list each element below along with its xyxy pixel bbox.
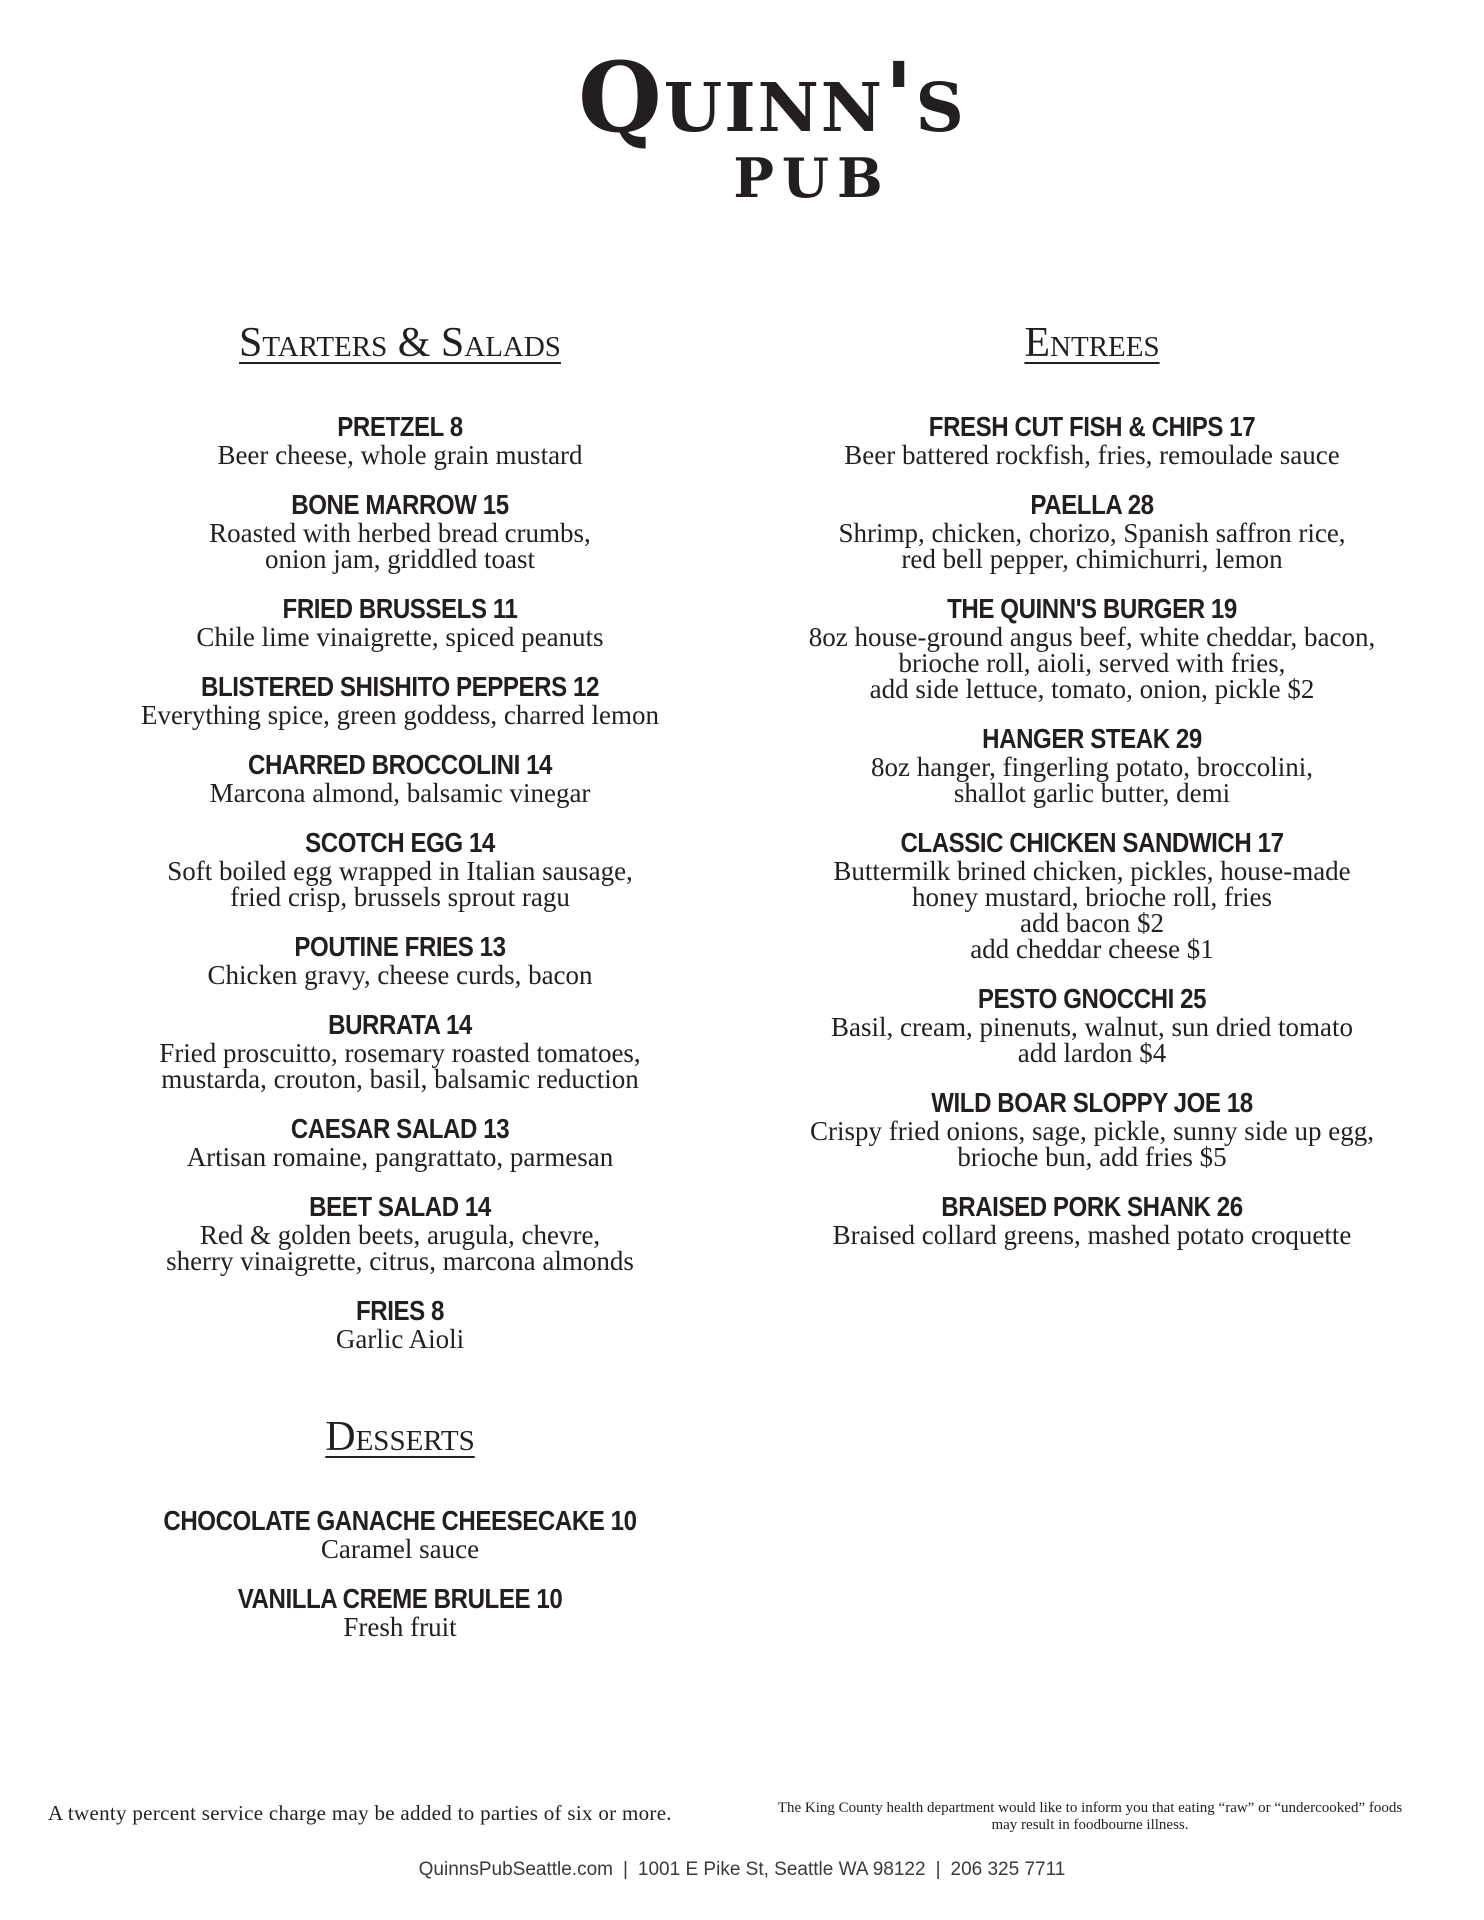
menu-item bbox=[772, 984, 1412, 1066]
menu-item bbox=[100, 932, 700, 988]
website-link[interactable]: QuinnsPubSeattle.com bbox=[418, 1859, 613, 1880]
menu-item-name: BEET SALAD 14 bbox=[309, 1191, 491, 1222]
menu-item bbox=[100, 1114, 700, 1170]
menu-item-name: WILD BOAR SLOPPY JOE 18 bbox=[931, 1087, 1253, 1118]
menu-item-description: Marcona almond, balsamic vinegar bbox=[209, 778, 591, 808]
menu-item-description: Fried proscuitto, rosemary roasted tomatoes, mustarda, crouton, basil, balsamic reduction bbox=[159, 1038, 641, 1094]
menu-item-description: Everything spice, green goddess, charred lemon bbox=[140, 700, 660, 730]
desserts-list bbox=[100, 1506, 700, 1640]
menu-item-name: FRIED BRUSSELS 11 bbox=[282, 593, 518, 624]
menu-item-name: PESTO GNOCCHI 25 bbox=[977, 983, 1207, 1014]
address-text: 1001 E Pike St, Seattle WA 98122 bbox=[637, 1859, 926, 1880]
menu-item bbox=[100, 1192, 700, 1274]
menu-item bbox=[100, 412, 700, 468]
logo-subtitle: PUB bbox=[733, 146, 891, 210]
menu-item bbox=[100, 1296, 700, 1352]
menu-item-name: HANGER STEAK 29 bbox=[982, 723, 1202, 754]
menu-item-name: POUTINE FRIES 13 bbox=[294, 931, 506, 962]
service-charge-note: A twenty percent service charge may be added to parties of six or more. bbox=[48, 1801, 672, 1825]
menu-item bbox=[100, 672, 700, 728]
menu-item bbox=[100, 1506, 700, 1562]
menu-item-name: FRESH CUT FISH & CHIPS 17 bbox=[928, 411, 1256, 442]
menu-item bbox=[100, 1584, 700, 1640]
entrees-title: Entrees bbox=[1024, 320, 1160, 366]
menu-item bbox=[100, 1010, 700, 1092]
menu-item-name: FRIES 8 bbox=[356, 1295, 444, 1326]
separator: | bbox=[622, 1859, 628, 1880]
menu-item bbox=[772, 412, 1412, 468]
pub-logo bbox=[0, 41, 1484, 210]
logo-name: Quinn's bbox=[578, 41, 966, 154]
menu-item-name: BLISTERED SHISHITO PEPPERS 12 bbox=[201, 671, 599, 702]
menu-item-name: CHARRED BROCCOLINI 14 bbox=[247, 749, 553, 780]
menu-item-description: Roasted with herbed bread crumbs, onion jam, griddled toast bbox=[209, 518, 591, 574]
menu-item-name: PRETZEL 8 bbox=[337, 411, 463, 442]
phone-text[interactable]: 206 325 7711 bbox=[950, 1859, 1066, 1880]
entrees-list bbox=[772, 412, 1412, 1248]
menu-item-description: 8oz house-ground angus beef, white cheddar, bacon, brioche roll, aioli, served with fries, add side lettuce, tomato, onion, pickle $2 bbox=[808, 622, 1376, 704]
menu-item-description: Soft boiled egg wrapped in Italian sausage, fried crisp, brussels sprout ragu bbox=[167, 856, 633, 912]
starters-title: Starters & Salads bbox=[239, 320, 561, 366]
menu-item bbox=[100, 828, 700, 910]
menu-item-description: Basil, cream, pinenuts, walnut, sun dried tomato add lardon $4 bbox=[831, 1012, 1353, 1068]
menu-item-description: Garlic Aioli bbox=[335, 1324, 465, 1354]
menu-item-description: Braised collard greens, mashed potato croquette bbox=[832, 1220, 1352, 1250]
menu-item-name: PAELLA 28 bbox=[1030, 489, 1154, 520]
menu-item-description: 8oz hanger, fingerling potato, broccolini, shallot garlic butter, demi bbox=[870, 752, 1314, 808]
menu-item-description: Buttermilk brined chicken, pickles, house-made honey mustard, brioche roll, fries add bacon $2 add cheddar cheese $1 bbox=[833, 856, 1351, 964]
entrees-section bbox=[772, 318, 1412, 1248]
menu-item-name: BONE MARROW 15 bbox=[291, 489, 509, 520]
menu-item bbox=[100, 490, 700, 572]
contact-line bbox=[0, 1858, 1484, 1882]
desserts-title: Desserts bbox=[325, 1414, 475, 1460]
separator: | bbox=[935, 1859, 941, 1880]
menu-item-description: Beer cheese, whole grain mustard bbox=[217, 440, 583, 470]
menu-item-description: Crispy fried onions, sage, pickle, sunny side up egg, brioche bun, add fries $5 bbox=[810, 1116, 1374, 1172]
menu-item-description: Beer battered rockfish, fries, remoulade sauce bbox=[844, 440, 1340, 470]
menu-item-name: SCOTCH EGG 14 bbox=[305, 827, 495, 858]
menu-item-description: Artisan romaine, pangrattato, parmesan bbox=[186, 1142, 614, 1172]
starters-list bbox=[100, 412, 700, 1352]
left-column bbox=[100, 318, 700, 1662]
menu-item-description: Fresh fruit bbox=[343, 1612, 457, 1642]
menu-item bbox=[772, 828, 1412, 962]
menu-item-description: Shrimp, chicken, chorizo, Spanish saffron rice, red bell pepper, chimichurri, lemon bbox=[838, 518, 1346, 574]
menu-item-description: Chile lime vinaigrette, spiced peanuts bbox=[196, 622, 604, 652]
menu-item-name: BURRATA 14 bbox=[328, 1009, 472, 1040]
menu-item-name: CAESAR SALAD 13 bbox=[290, 1113, 510, 1144]
menu-item-description: Caramel sauce bbox=[320, 1534, 480, 1564]
right-column bbox=[772, 318, 1412, 1270]
menu-item-name: CHOCOLATE GANACHE CHEESECAKE 10 bbox=[163, 1505, 637, 1536]
menu-item bbox=[772, 1088, 1412, 1170]
desserts-section bbox=[100, 1412, 700, 1640]
menu-item bbox=[772, 724, 1412, 806]
starters-section bbox=[100, 318, 700, 1352]
menu-item bbox=[100, 594, 700, 650]
menu-item-name: VANILLA CREME BRULEE 10 bbox=[237, 1583, 563, 1614]
health-notice: The King County health department would like to inform you that eating “raw” or “undercooked” foods may result in foodbourne illness. bbox=[777, 1800, 1403, 1833]
menu-item-name: BRAISED PORK SHANK 26 bbox=[941, 1191, 1243, 1222]
menu-item bbox=[772, 490, 1412, 572]
menu-item-name: THE QUINN'S BURGER 19 bbox=[947, 593, 1237, 624]
menu-item bbox=[100, 750, 700, 806]
menu-item-description: Red & golden beets, arugula, chevre, sherry vinaigrette, citrus, marcona almonds bbox=[166, 1220, 634, 1276]
menu-item-name: CLASSIC CHICKEN SANDWICH 17 bbox=[900, 827, 1284, 858]
menu-item bbox=[772, 1192, 1412, 1248]
menu-item-description: Chicken gravy, cheese curds, bacon bbox=[207, 960, 593, 990]
menu-item bbox=[772, 594, 1412, 702]
